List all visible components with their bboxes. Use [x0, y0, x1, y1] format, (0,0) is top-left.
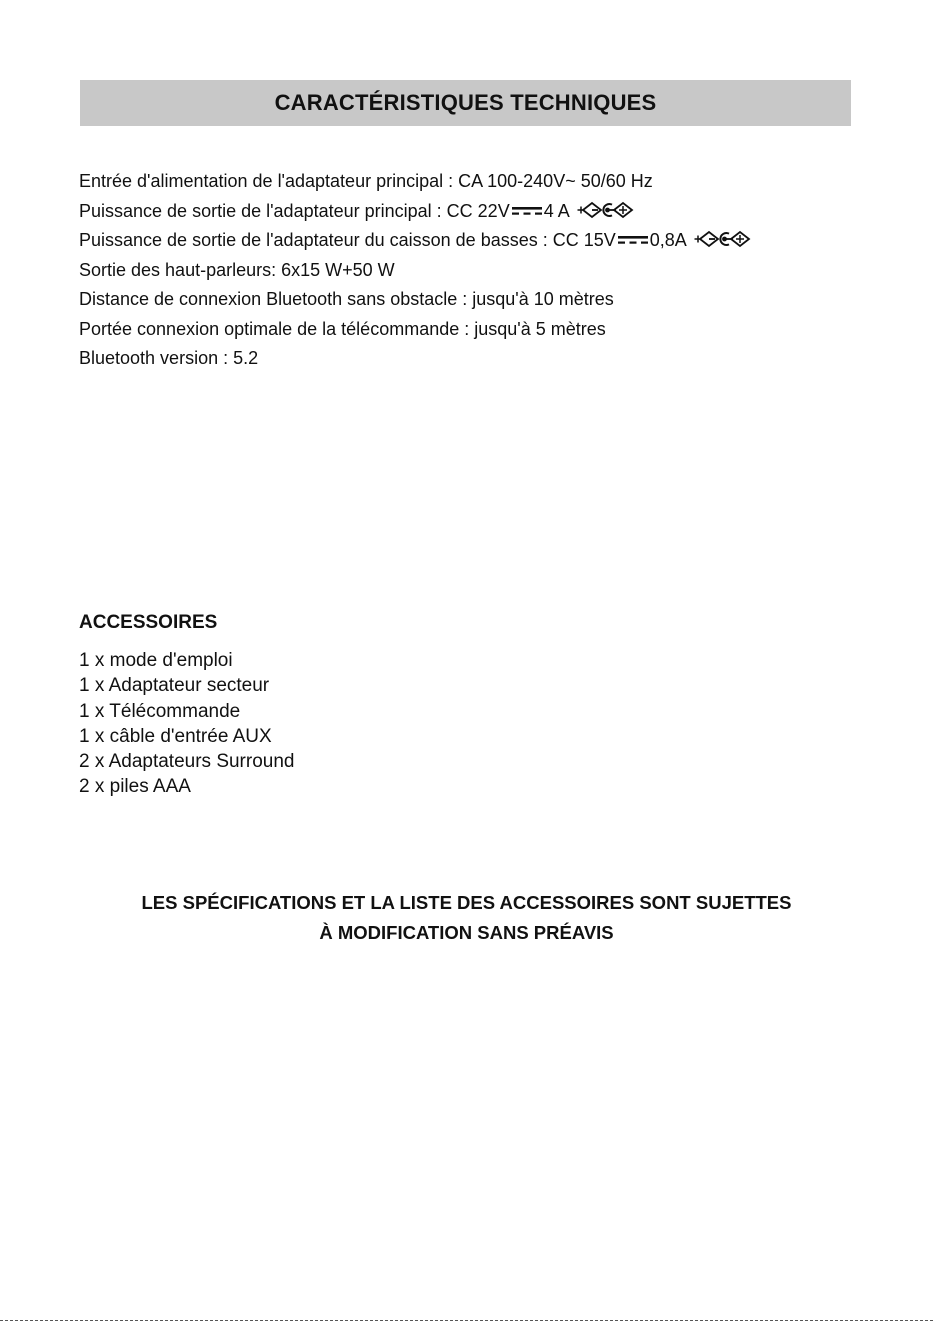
spec-label: Sortie des haut-parleurs	[79, 259, 272, 280]
spec-label: Entrée d'alimentation de l'adaptateur principal	[79, 171, 444, 191]
disclaimer-line-2: À MODIFICATION SANS PRÉAVIS	[319, 922, 614, 943]
spec-label: Puissance de sortie de l'adaptateur du caisson de basses	[79, 230, 538, 250]
accessory-item: 1 x câble d'entrée AUX	[79, 725, 272, 747]
spec-input-power	[79, 168, 899, 198]
spec-value: 5.2	[233, 348, 259, 368]
accessory-item: 1 x Télécommande	[79, 700, 241, 722]
spec-speaker-output	[79, 257, 899, 287]
dc-current-icon	[512, 206, 542, 216]
page-edge-divider	[0, 1320, 933, 1321]
spec-separator: :	[537, 230, 553, 250]
spec-value-voltage: CC 15V	[552, 230, 616, 250]
accessory-item: 2 x piles AAA	[79, 776, 191, 798]
spec-separator: :	[218, 348, 234, 368]
spec-value: CA 100-240V	[458, 171, 566, 191]
spec-value-current: 0,8A	[649, 230, 687, 250]
polarity-icon	[693, 230, 751, 248]
page-title: CARACTÉRISTIQUES TECHNIQUES	[274, 90, 657, 115]
accessory-item: 2 x Adaptateurs Surround	[79, 751, 295, 773]
spec-main-output	[79, 198, 899, 228]
section-title-bar	[80, 80, 851, 126]
accessories-list	[79, 648, 294, 800]
spec-value-current: 4 A	[543, 200, 570, 221]
spec-separator: :	[431, 200, 447, 221]
spec-label: Bluetooth version	[79, 348, 219, 368]
ac-current-icon: ~	[565, 171, 576, 191]
spec-remote-range: Portée connexion optimale de la télécommande : jusqu'à 5 mètres	[79, 318, 606, 339]
spec-label: Puissance de sortie de l'adaptateur principal	[79, 200, 432, 221]
spec-frequency: 50/60 Hz	[575, 171, 653, 191]
dc-current-icon	[618, 235, 648, 245]
spec-bluetooth-version	[79, 345, 899, 375]
spec-subwoofer-output	[79, 227, 899, 257]
disclaimer-notice	[40, 888, 893, 948]
spec-separator: :	[271, 259, 282, 280]
accessory-item: 1 x mode d'emploi	[79, 650, 233, 671]
spec-value-voltage: CC 22V	[446, 200, 510, 221]
spec-separator: :	[443, 171, 459, 191]
spec-value: 6x15 W+50 W	[281, 259, 395, 280]
accessories-heading: ACCESSOIRES	[79, 612, 218, 633]
polarity-icon	[576, 201, 634, 219]
spec-list	[79, 168, 899, 375]
disclaimer-line-1: LES SPÉCIFICATIONS ET LA LISTE DES ACCESSOIRES SONT SUJETTES	[141, 892, 792, 913]
spec-bluetooth-distance: Distance de connexion Bluetooth sans obstacle : jusqu'à 10 mètres	[79, 289, 614, 309]
accessory-item: 1 x Adaptateur secteur	[79, 675, 270, 697]
